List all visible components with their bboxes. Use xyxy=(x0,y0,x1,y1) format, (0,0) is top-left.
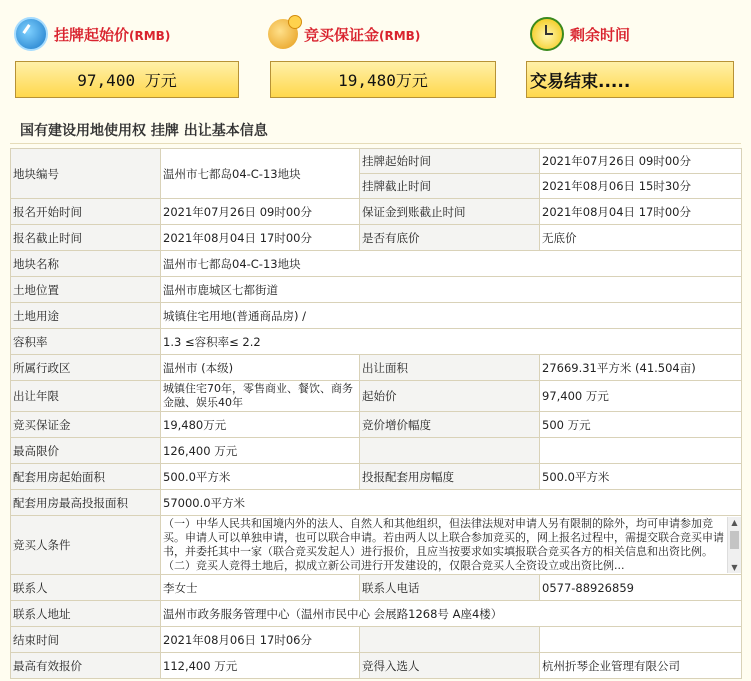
land-use-label: 土地用途 xyxy=(11,303,161,329)
deposit-box: 19,480万元 xyxy=(270,61,496,98)
plot-no-label: 地块编号 xyxy=(11,149,161,199)
empty-cell xyxy=(360,627,540,653)
reg-end-value: 2021年08月04日 17时00分 xyxy=(161,225,360,251)
contact-value: 李女士 xyxy=(161,575,360,601)
deposit-header xyxy=(268,18,420,50)
listing-start-value: 2021年07月26日 09时00分 xyxy=(540,149,742,174)
best-bid-value: 112,400 万元 xyxy=(161,653,360,679)
start-price-value: 97,400 万元 xyxy=(540,381,742,412)
scroll-up-arrow-icon[interactable]: ▲ xyxy=(731,518,738,527)
empty-cell xyxy=(540,438,742,464)
far-label: 容积率 xyxy=(11,329,161,355)
land-use-value: 城镇住宅用地(普通商品房) / xyxy=(161,303,742,329)
bidder-condition-textarea[interactable] xyxy=(163,517,741,573)
table-row xyxy=(11,381,742,412)
start-price-title: 挂牌起始价(RMB) xyxy=(54,25,171,44)
district-value: 温州市 (本级) xyxy=(161,355,360,381)
contact-label: 联系人 xyxy=(11,575,161,601)
address-label: 联系人地址 xyxy=(11,601,161,627)
scrollbar[interactable] xyxy=(727,517,741,573)
term-value: 城镇住宅70年，零售商业、餐饮、商务金融、娱乐40年 xyxy=(161,381,360,412)
table-row xyxy=(11,438,742,464)
listing-end-label: 挂牌截止时间 xyxy=(360,174,540,199)
housing-step-label: 投报配套用房幅度 xyxy=(360,464,540,490)
section-title: 国有建设用地使用权 挂牌 出让基本信息 xyxy=(20,123,268,139)
housing-start-label: 配套用房起始面积 xyxy=(11,464,161,490)
location-value: 温州市鹿城区七都街道 xyxy=(161,277,742,303)
listing-start-label: 挂牌起始时间 xyxy=(360,149,540,174)
scroll-thumb[interactable] xyxy=(730,531,739,549)
end-time-label: 结束时间 xyxy=(11,627,161,653)
phone-label: 联系人电话 xyxy=(360,575,540,601)
winner-value: 杭州折琴企业管理有限公司 xyxy=(540,653,742,679)
housing-step-value: 500.0平方米 xyxy=(540,464,742,490)
plot-name-label: 地块名称 xyxy=(11,251,161,277)
table-row xyxy=(11,627,742,653)
far-value: 1.3 ≤容积率≤ 2.2 xyxy=(161,329,742,355)
housing-max-label: 配套用房最高投报面积 xyxy=(11,490,161,516)
plot-no-value: 温州市七都岛04-C-13地块 xyxy=(161,149,360,199)
table-row xyxy=(11,199,742,225)
increment-value: 500 万元 xyxy=(540,412,742,438)
reserve-value: 无底价 xyxy=(540,225,742,251)
area-label: 出让面积 xyxy=(360,355,540,381)
winner-label: 竞得入选人 xyxy=(360,653,540,679)
phone-value: 0577-88926859 xyxy=(540,575,742,601)
start-price-box: 97,400 万元 xyxy=(15,61,239,98)
clock-icon xyxy=(530,17,564,51)
table-row xyxy=(11,490,742,516)
price-cap-value: 126,400 万元 xyxy=(161,438,360,464)
plot-name-value: 温州市七都岛04-C-13地块 xyxy=(161,251,742,277)
table-row xyxy=(11,329,742,355)
deposit-value: 19,480万元 xyxy=(161,412,360,438)
table-row xyxy=(11,653,742,679)
reg-start-value: 2021年07月26日 09时00分 xyxy=(161,199,360,225)
table-row xyxy=(11,225,742,251)
remaining-time-header xyxy=(530,18,630,50)
term-label: 出让年限 xyxy=(11,381,161,412)
coins-icon xyxy=(268,19,298,49)
housing-max-value: 57000.0平方米 xyxy=(161,490,742,516)
location-label: 土地位置 xyxy=(11,277,161,303)
table-row xyxy=(11,355,742,381)
best-bid-label: 最高有效报价 xyxy=(11,653,161,679)
reg-start-label: 报名开始时间 xyxy=(11,199,161,225)
deposit-deadline-value: 2021年08月04日 17时00分 xyxy=(540,199,742,225)
table-row xyxy=(11,149,742,174)
table-row xyxy=(11,601,742,627)
table-row xyxy=(11,277,742,303)
reg-end-label: 报名截止时间 xyxy=(11,225,161,251)
housing-start-value: 500.0平方米 xyxy=(161,464,360,490)
end-time-value: 2021年08月06日 17时06分 xyxy=(161,627,360,653)
table-row xyxy=(11,516,742,575)
increment-label: 竞价增价幅度 xyxy=(360,412,540,438)
listing-end-value: 2021年08月06日 15时30分 xyxy=(540,174,742,199)
bidder-condition-cell xyxy=(161,516,742,575)
start-price-header xyxy=(14,18,170,50)
listing-info-table xyxy=(10,148,742,679)
deposit-deadline-label: 保证金到账截止时间 xyxy=(360,199,540,225)
table-row xyxy=(11,251,742,277)
bidder-condition-text: （一）中华人民共和国境内外的法人、自然人和其他组织，但法律法规对申请人另有限制的除外，均可申请参加竞买。申请人可以单独申请，也可以联合申请。若由两人以上联合参加竞买的，网上报名过程中，需提交联合竞买申请书，并委托其中一家（联合竞买发起人）进行报价，且应当按要求如实填报联合竞买各方的相关信息和出资比例。（二）竞买人竞得土地后，拟成立新公司进行开发建设的，仅限合竞买人全资设立或出资比例... xyxy=(163,517,724,572)
table-row xyxy=(11,412,742,438)
scroll-down-arrow-icon[interactable]: ▼ xyxy=(731,563,738,572)
price-tag-icon xyxy=(14,17,48,51)
start-price-label: 起始价 xyxy=(360,381,540,412)
area-value: 27669.31平方米 (41.504亩) xyxy=(540,355,742,381)
bidder-condition-label: 竞买人条件 xyxy=(11,516,161,575)
summary-header xyxy=(0,0,751,110)
table-row xyxy=(11,575,742,601)
deposit-label: 竞买保证金 xyxy=(11,412,161,438)
section-divider xyxy=(10,143,741,144)
remaining-time-box: 交易结束..... xyxy=(526,61,734,98)
price-cap-label: 最高限价 xyxy=(11,438,161,464)
empty-cell xyxy=(540,627,742,653)
table-row xyxy=(11,303,742,329)
table-row xyxy=(11,464,742,490)
district-label: 所属行政区 xyxy=(11,355,161,381)
deposit-title: 竞买保证金(RMB) xyxy=(304,25,421,44)
remaining-time-title: 剩余时间 xyxy=(570,25,631,44)
empty-cell xyxy=(360,438,540,464)
address-value: 温州市政务服务管理中心（温州市民中心 会展路1268号 A座4楼） xyxy=(161,601,742,627)
reserve-label: 是否有底价 xyxy=(360,225,540,251)
